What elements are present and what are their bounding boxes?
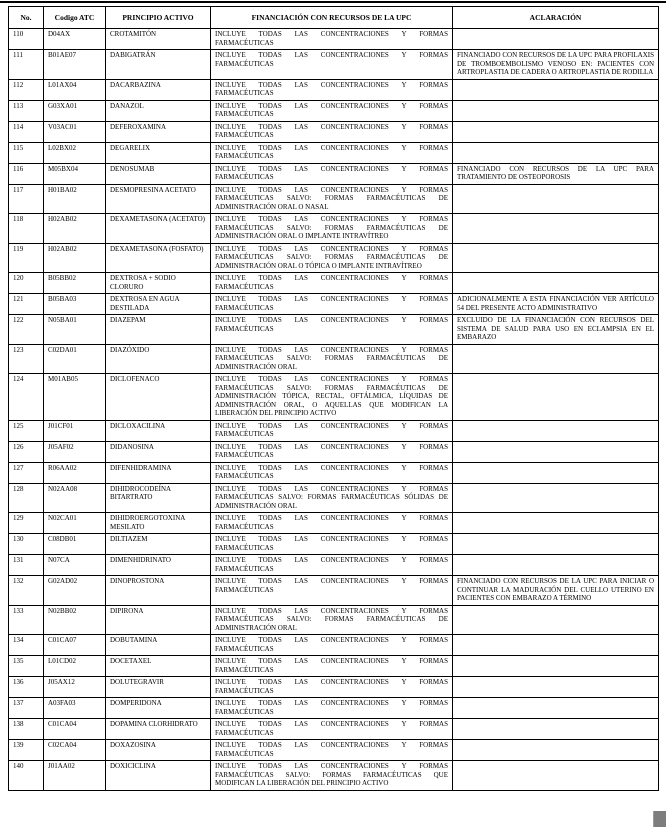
table-row: [9, 656, 659, 677]
cell-aclaracion: [453, 100, 659, 121]
cell-no: 139: [9, 740, 44, 761]
cell-no: 126: [9, 441, 44, 462]
cell-principio-activo: DIAZÓXIDO: [106, 344, 211, 374]
cell-aclaracion: [453, 273, 659, 294]
cell-aclaracion: [453, 374, 659, 421]
cell-principio-activo: DICLOFENACO: [106, 374, 211, 421]
table-row: [9, 698, 659, 719]
cell-financiacion: INCLUYE TODAS LAS CONCENTRACIONES Y FORMAS FARMACÉUTICAS: [211, 576, 453, 606]
table-row: [9, 294, 659, 315]
scrollbar-handle[interactable]: [653, 811, 666, 827]
cell-codigo-atc: H01BA02: [44, 184, 106, 214]
cell-codigo-atc: H02AB02: [44, 243, 106, 273]
cell-financiacion: INCLUYE TODAS LAS CONCENTRACIONES Y FORMAS FARMACÉUTICAS: [211, 656, 453, 677]
cell-financiacion: INCLUYE TODAS LAS CONCENTRACIONES Y FORMAS FARMACÉUTICAS: [211, 121, 453, 142]
cell-codigo-atc: N02BB02: [44, 605, 106, 635]
cell-principio-activo: DEXTROSA + SODIO CLORURO: [106, 273, 211, 294]
cell-no: 135: [9, 656, 44, 677]
table-row: [9, 513, 659, 534]
table-row: [9, 576, 659, 606]
cell-principio-activo: DOMPERIDONA: [106, 698, 211, 719]
table-row: [9, 374, 659, 421]
cell-financiacion: INCLUYE TODAS LAS CONCENTRACIONES Y FORMAS FARMACÉUTICAS: [211, 142, 453, 163]
cell-no: 128: [9, 483, 44, 513]
cell-principio-activo: DEXAMETASONA (ACETATO): [106, 214, 211, 244]
cell-principio-activo: DABIGATRÁN: [106, 50, 211, 80]
cell-financiacion: INCLUYE TODAS LAS CONCENTRACIONES Y FORMAS FARMACÉUTICAS: [211, 719, 453, 740]
cell-aclaracion: EXCLUIDO DE LA FINANCIACIÓN CON RECURSOS DEL SISTEMA DE SALUD PARA USO EN ECLAMPSIA EN EL EMBARAZO: [453, 315, 659, 345]
cell-aclaracion: [453, 605, 659, 635]
cell-aclaracion: [453, 344, 659, 374]
cell-financiacion: INCLUYE TODAS LAS CONCENTRACIONES Y FORMAS FARMACÉUTICAS: [211, 441, 453, 462]
cell-no: 110: [9, 29, 44, 50]
table-row: [9, 441, 659, 462]
cell-aclaracion: [453, 761, 659, 791]
cell-financiacion: INCLUYE TODAS LAS CONCENTRACIONES Y FORMAS FARMACÉUTICAS: [211, 462, 453, 483]
table-row: [9, 273, 659, 294]
cell-aclaracion: [453, 555, 659, 576]
cell-principio-activo: DIMENHIDRINATO: [106, 555, 211, 576]
table-row: [9, 243, 659, 273]
cell-financiacion: INCLUYE TODAS LAS CONCENTRACIONES Y FORMAS FARMACÉUTICAS: [211, 163, 453, 184]
cell-principio-activo: DEFEROXAMINA: [106, 121, 211, 142]
cell-codigo-atc: H02AB02: [44, 214, 106, 244]
cell-principio-activo: DANAZOL: [106, 100, 211, 121]
table-row: [9, 214, 659, 244]
cell-financiacion: INCLUYE TODAS LAS CONCENTRACIONES Y FORMAS FARMACÉUTICAS SALVO: FORMAS FARMACÉUTICAS DE ADMINISTRACIÓN ORAL O TÓPICA O IMPLANTE INTRAVÍTREO: [211, 243, 453, 273]
cell-aclaracion: [453, 635, 659, 656]
table-row: [9, 740, 659, 761]
cell-codigo-atc: V03AC01: [44, 121, 106, 142]
cell-principio-activo: DIHIDROCODEÍNA BITARTRATO: [106, 483, 211, 513]
cell-principio-activo: DENOSUMAB: [106, 163, 211, 184]
cell-no: 127: [9, 462, 44, 483]
cell-financiacion: INCLUYE TODAS LAS CONCENTRACIONES Y FORMAS FARMACÉUTICAS: [211, 50, 453, 80]
table-row: [9, 121, 659, 142]
cell-codigo-atc: B05BA03: [44, 294, 106, 315]
cell-no: 124: [9, 374, 44, 421]
cell-aclaracion: FINANCIADO CON RECURSOS DE LA UPC PARA PROFILAXIS DE TROMBOEMBOLISMO VENOSO EN: PACIENTES CON ARTROPLASTIA DE CADERA O ARTROPLASTIA DE RODILLA: [453, 50, 659, 80]
col-header-aclaracion: ACLARACIÓN: [453, 7, 659, 29]
cell-principio-activo: CROTAMITÓN: [106, 29, 211, 50]
cell-principio-activo: DIDANOSINA: [106, 441, 211, 462]
header-row: [9, 7, 659, 29]
table-row: [9, 677, 659, 698]
table-header: [9, 7, 659, 29]
cell-principio-activo: DIFENHIDRAMINA: [106, 462, 211, 483]
table-row: [9, 344, 659, 374]
cell-no: 111: [9, 50, 44, 80]
cell-codigo-atc: N05BA01: [44, 315, 106, 345]
cell-principio-activo: DOXICICLINA: [106, 761, 211, 791]
table-row: [9, 719, 659, 740]
cell-principio-activo: DIPIRONA: [106, 605, 211, 635]
cell-financiacion: INCLUYE TODAS LAS CONCENTRACIONES Y FORMAS FARMACÉUTICAS: [211, 100, 453, 121]
cell-codigo-atc: M05BX04: [44, 163, 106, 184]
cell-aclaracion: [453, 441, 659, 462]
table-row: [9, 555, 659, 576]
cell-no: 121: [9, 294, 44, 315]
cell-codigo-atc: L01AX04: [44, 79, 106, 100]
cell-no: 120: [9, 273, 44, 294]
cell-financiacion: INCLUYE TODAS LAS CONCENTRACIONES Y FORMAS FARMACÉUTICAS: [211, 294, 453, 315]
cell-principio-activo: DOLUTEGRAVIR: [106, 677, 211, 698]
cell-financiacion: INCLUYE TODAS LAS CONCENTRACIONES Y FORMAS FARMACÉUTICAS SALVO: FORMAS FARMACÉUTICAS DE ADMINISTRACIÓN ORAL: [211, 605, 453, 635]
cell-codigo-atc: J01CF01: [44, 420, 106, 441]
cell-principio-activo: DINOPROSTONA: [106, 576, 211, 606]
cell-aclaracion: [453, 79, 659, 100]
cell-aclaracion: [453, 483, 659, 513]
cell-codigo-atc: N02CA01: [44, 513, 106, 534]
cell-financiacion: INCLUYE TODAS LAS CONCENTRACIONES Y FORMAS FARMACÉUTICAS: [211, 79, 453, 100]
cell-codigo-atc: L02BX02: [44, 142, 106, 163]
table-row: [9, 420, 659, 441]
table-body: [9, 29, 659, 791]
table-row: [9, 163, 659, 184]
cell-principio-activo: DOBUTAMINA: [106, 635, 211, 656]
cell-aclaracion: [453, 698, 659, 719]
cell-financiacion: INCLUYE TODAS LAS CONCENTRACIONES Y FORMAS FARMACÉUTICAS: [211, 677, 453, 698]
col-header-principio-activo: PRINCIPIO ACTIVO: [106, 7, 211, 29]
cell-financiacion: INCLUYE TODAS LAS CONCENTRACIONES Y FORMAS FARMACÉUTICAS: [211, 273, 453, 294]
cell-financiacion: INCLUYE TODAS LAS CONCENTRACIONES Y FORMAS FARMACÉUTICAS SALVO: FORMAS FARMACÉUTICAS QUE MODIFICAN LA LIBERACIÓN DEL PRINCIPIO ACTIVO: [211, 761, 453, 791]
cell-no: 132: [9, 576, 44, 606]
cell-codigo-atc: C01CA04: [44, 719, 106, 740]
cell-financiacion: INCLUYE TODAS LAS CONCENTRACIONES Y FORMAS FARMACÉUTICAS: [211, 513, 453, 534]
col-header-financiacion: FINANCIACIÓN CON RECURSOS DE LA UPC: [211, 7, 453, 29]
cell-no: 129: [9, 513, 44, 534]
cell-principio-activo: DESMOPRESINA ACETATO: [106, 184, 211, 214]
cell-aclaracion: [453, 462, 659, 483]
cell-financiacion: INCLUYE TODAS LAS CONCENTRACIONES Y FORMAS FARMACÉUTICAS SALVO: FORMAS FARMACÉUTICAS DE ADMINISTRACIÓN ORAL: [211, 344, 453, 374]
cell-principio-activo: DILTIAZEM: [106, 534, 211, 555]
cell-principio-activo: DICLOXACILINA: [106, 420, 211, 441]
cell-aclaracion: [453, 243, 659, 273]
cell-no: 140: [9, 761, 44, 791]
cell-no: 112: [9, 79, 44, 100]
cell-no: 136: [9, 677, 44, 698]
cell-financiacion: INCLUYE TODAS LAS CONCENTRACIONES Y FORMAS FARMACÉUTICAS: [211, 698, 453, 719]
page-top-rule: [0, 1, 666, 3]
cell-no: 137: [9, 698, 44, 719]
col-header-codigo-atc: Codigo ATC: [44, 7, 106, 29]
cell-no: 134: [9, 635, 44, 656]
cell-codigo-atc: C08DB01: [44, 534, 106, 555]
cell-no: 131: [9, 555, 44, 576]
cell-no: 113: [9, 100, 44, 121]
cell-no: 114: [9, 121, 44, 142]
table-row: [9, 100, 659, 121]
table-row: [9, 462, 659, 483]
cell-aclaracion: [453, 740, 659, 761]
cell-codigo-atc: C01CA07: [44, 635, 106, 656]
cell-principio-activo: DOXAZOSINA: [106, 740, 211, 761]
cell-no: 116: [9, 163, 44, 184]
table-row: [9, 315, 659, 345]
cell-financiacion: INCLUYE TODAS LAS CONCENTRACIONES Y FORMAS FARMACÉUTICAS SALVO: FORMAS FARMACÉUTICAS DE ADMINISTRACIÓN ORAL O IMPLANTE INTRAVÍTREO: [211, 214, 453, 244]
cell-financiacion: INCLUYE TODAS LAS CONCENTRACIONES Y FORMAS FARMACÉUTICAS: [211, 534, 453, 555]
cell-financiacion: INCLUYE TODAS LAS CONCENTRACIONES Y FORMAS FARMACÉUTICAS: [211, 315, 453, 345]
cell-financiacion: INCLUYE TODAS LAS CONCENTRACIONES Y FORMAS FARMACÉUTICAS: [211, 420, 453, 441]
cell-no: 118: [9, 214, 44, 244]
cell-codigo-atc: G02AD02: [44, 576, 106, 606]
cell-financiacion: INCLUYE TODAS LAS CONCENTRACIONES Y FORMAS FARMACÉUTICAS SALVO: FORMAS FARMACÉUTICAS DE ADMINISTRACIÓN ORAL O NASAL: [211, 184, 453, 214]
cell-no: 123: [9, 344, 44, 374]
cell-codigo-atc: C02CA04: [44, 740, 106, 761]
cell-financiacion: INCLUYE TODAS LAS CONCENTRACIONES Y FORMAS FARMACÉUTICAS: [211, 740, 453, 761]
cell-principio-activo: DEGARELIX: [106, 142, 211, 163]
cell-aclaracion: [453, 420, 659, 441]
cell-codigo-atc: N02AA08: [44, 483, 106, 513]
cell-no: 119: [9, 243, 44, 273]
cell-financiacion: INCLUYE TODAS LAS CONCENTRACIONES Y FORMAS FARMACÉUTICAS SALVO: FORMAS FARMACÉUTICAS SÓLIDAS DE ADMINISTRACIÓN ORAL: [211, 483, 453, 513]
cell-no: 138: [9, 719, 44, 740]
cell-aclaracion: [453, 142, 659, 163]
cell-no: 117: [9, 184, 44, 214]
cell-financiacion: INCLUYE TODAS LAS CONCENTRACIONES Y FORMAS FARMACÉUTICAS: [211, 555, 453, 576]
cell-codigo-atc: A03FA03: [44, 698, 106, 719]
cell-codigo-atc: B05BB02: [44, 273, 106, 294]
cell-aclaracion: [453, 534, 659, 555]
cell-aclaracion: FINANCIADO CON RECURSOS DE LA UPC PARA TRATAMIENTO DE OSTEOPOROSIS: [453, 163, 659, 184]
cell-principio-activo: DEXAMETASONA (FOSFATO): [106, 243, 211, 273]
table-row: [9, 50, 659, 80]
cell-principio-activo: DEXTROSA EN AGUA DESTILADA: [106, 294, 211, 315]
table-row: [9, 79, 659, 100]
cell-no: 133: [9, 605, 44, 635]
cell-codigo-atc: G03XA01: [44, 100, 106, 121]
cell-financiacion: INCLUYE TODAS LAS CONCENTRACIONES Y FORMAS FARMACÉUTICAS: [211, 635, 453, 656]
table-row: [9, 761, 659, 791]
table-row: [9, 534, 659, 555]
cell-no: 122: [9, 315, 44, 345]
cell-codigo-atc: D04AX: [44, 29, 106, 50]
cell-principio-activo: DACARBAZINA: [106, 79, 211, 100]
cell-aclaracion: FINANCIADO CON RECURSOS DE LA UPC PARA INICIAR O CONTINUAR LA MADURACIÓN DEL CUELLO UTERINO EN PACIENTES CON EMBARAZO A TÉRMINO: [453, 576, 659, 606]
cell-financiacion: INCLUYE TODAS LAS CONCENTRACIONES Y FORMAS FARMACÉUTICAS SALVO: FORMAS FARMACÉUTICAS DE ADMINISTRACIÓN TÓPICA, RECTAL, OFTÁLMICA, LÍQUIDAS DE ADMINISTRACIÓN ORAL, O AQUELLAS QUE MODIFICAN LA LIBERACIÓN DEL PRINCIPIO ACTIVO: [211, 374, 453, 421]
cell-aclaracion: [453, 121, 659, 142]
cell-principio-activo: DIHIDROERGOTOXINA MESILATO: [106, 513, 211, 534]
cell-aclaracion: [453, 214, 659, 244]
table-row: [9, 605, 659, 635]
cell-codigo-atc: J05AX12: [44, 677, 106, 698]
cell-aclaracion: [453, 719, 659, 740]
cell-codigo-atc: L01CD02: [44, 656, 106, 677]
medications-table: [8, 6, 659, 791]
col-header-no: No.: [9, 7, 44, 29]
cell-codigo-atc: J01AA02: [44, 761, 106, 791]
cell-principio-activo: DOCETAXEL: [106, 656, 211, 677]
table-row: [9, 483, 659, 513]
cell-aclaracion: [453, 184, 659, 214]
table-row: [9, 29, 659, 50]
table-row: [9, 142, 659, 163]
cell-codigo-atc: N07CA: [44, 555, 106, 576]
cell-codigo-atc: R06AA02: [44, 462, 106, 483]
cell-codigo-atc: C02DA01: [44, 344, 106, 374]
cell-aclaracion: [453, 677, 659, 698]
cell-no: 130: [9, 534, 44, 555]
table-row: [9, 184, 659, 214]
cell-aclaracion: [453, 29, 659, 50]
cell-financiacion: INCLUYE TODAS LAS CONCENTRACIONES Y FORMAS FARMACÉUTICAS: [211, 29, 453, 50]
cell-codigo-atc: B01AE07: [44, 50, 106, 80]
cell-aclaracion: ADICIONALMENTE A ESTA FINANCIACIÓN VER ARTÍCULO 54 DEL PRESENTE ACTO ADMINISTRATIVO: [453, 294, 659, 315]
cell-aclaracion: [453, 513, 659, 534]
cell-principio-activo: DOPAMINA CLORHIDRATO: [106, 719, 211, 740]
cell-no: 125: [9, 420, 44, 441]
cell-principio-activo: DIAZEPAM: [106, 315, 211, 345]
cell-codigo-atc: M01AB05: [44, 374, 106, 421]
cell-codigo-atc: J05AF02: [44, 441, 106, 462]
table-row: [9, 635, 659, 656]
cell-aclaracion: [453, 656, 659, 677]
cell-no: 115: [9, 142, 44, 163]
